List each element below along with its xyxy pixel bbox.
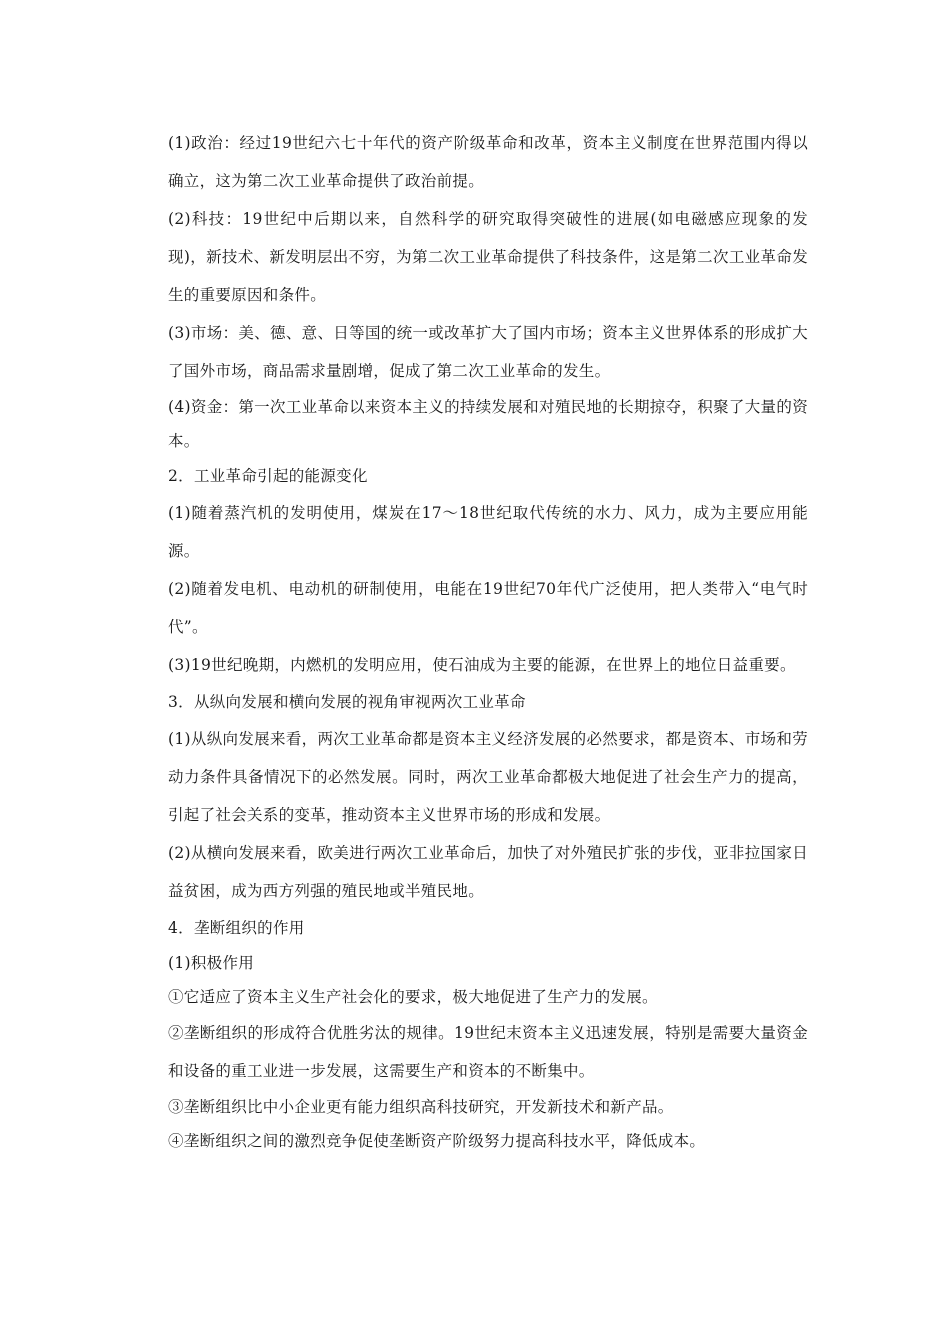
paragraph-capital: (4)资金：第一次工业革命以来资本主义的持续发展和对殖民地的长期掠夺，积聚了大量的资本。 <box>168 398 808 450</box>
paragraph-energy-coal: (1)随着蒸汽机的发明使用，煤炭在17～18世纪取代传统的水力、风力，成为主要应用能源。 <box>168 504 808 560</box>
paragraph-energy-oil: (3)19世纪晚期，内燃机的发明应用，使石油成为主要的能源，在世界上的地位日益重要。 <box>168 656 796 674</box>
paragraph-positive-role: (1)积极作用 <box>168 954 255 972</box>
paragraph-market: (3)市场：美、德、意、日等国的统一或改革扩大了国内市场；资本主义世界体系的形成扩大了国外市场，商品需求量剧增，促成了第二次工业革命的发生。 <box>168 324 808 380</box>
paragraph-technology: (2)科技：19世纪中后期以来，自然科学的研究取得突破性的进展(如电磁感应现象的发现)，新技术、新发明层出不穷，为第二次工业革命提供了科技条件，这是第二次工业革命发生的重要原因和条件。 <box>168 210 808 304</box>
list-item-2: ②垄断组织的形成符合优胜劣汰的规律。19世纪末资本主义迅速发展，特别是需要大量资金和设备的重工业进一步发展，这需要生产和资本的不断集中。 <box>168 1024 808 1080</box>
section-heading-perspective: 3．从纵向发展和横向发展的视角审视两次工业革命 <box>168 693 526 711</box>
document-page <box>168 124 808 1158</box>
paragraph-horizontal-development: (2)从横向发展来看，欧美进行两次工业革命后，加快了对外殖民扩张的步伐，亚非拉国家日益贫困，成为西方列强的殖民地或半殖民地。 <box>168 844 808 900</box>
section-heading-energy: 2．工业革命引起的能源变化 <box>168 467 368 485</box>
list-item-4: ④垄断组织之间的激烈竞争促使垄断资产阶级努力提高科技水平，降低成本。 <box>168 1132 706 1150</box>
paragraph-energy-electricity: (2)随着发电机、电动机的研制使用，电能在19世纪70年代广泛使用，把人类带入“电气时代”。 <box>168 580 808 636</box>
section-heading-monopoly: 4．垄断组织的作用 <box>168 919 305 937</box>
paragraph-vertical-development: (1)从纵向发展来看，两次工业革命都是资本主义经济发展的必然要求，都是资本、市场和劳动力条件具备情况下的必然发展。同时，两次工业革命都极大地促进了社会生产力的提高，引起了社会关系的变革，推动资本主义世界市场的形成和发展。 <box>168 730 808 824</box>
list-item-1: ①它适应了资本主义生产社会化的要求，极大地促进了生产力的发展。 <box>168 988 658 1006</box>
paragraph-politics: (1)政治：经过19世纪六七十年代的资产阶级革命和改革，资本主义制度在世界范围内得以确立，这为第二次工业革命提供了政治前提。 <box>168 134 808 190</box>
list-item-3: ③垄断组织比中小企业更有能力组织高科技研究，开发新技术和新产品。 <box>168 1098 674 1116</box>
